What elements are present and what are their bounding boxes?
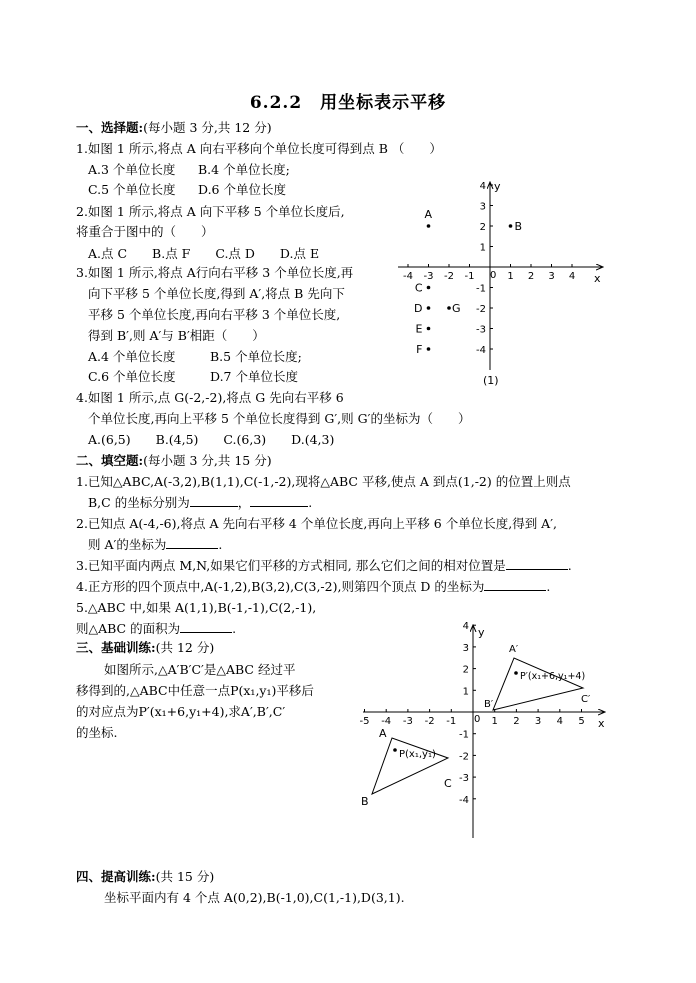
fill-q4-text: 4.正方形的四个顶点中,A(-1,2),B(3,2),C(3,-2),则第四个顶点 D 的坐标为 (76, 579, 485, 594)
section1-heading: 一、选择题: (76, 120, 144, 135)
q4-line2: 个单位长度,再向上平移 5 个单位长度得到 G′,则 G′的坐标为（ ） (88, 411, 471, 426)
vertex-a-label: A (379, 727, 387, 740)
fill-q2-line2 (88, 536, 222, 554)
point-a (427, 224, 431, 228)
point-c (427, 286, 431, 290)
q4-options: A.(6,5) B.(4,5) C.(6,3) D.(4,3) (88, 432, 335, 447)
point-f-label: F (416, 343, 423, 356)
section4-note: (共 15 分) (155, 869, 215, 884)
fill-q5-line1: 5.△ABC 中,如果 A(1,1),B(-1,-1),C(2,-1), (76, 600, 317, 615)
x-tick-label: -1 (446, 716, 457, 727)
fill-q1-line1: 1.已知△ABC,A(-3,2),B(1,1),C(-1,-2),现将△ABC 平移,使点 A 到点(1,-2) 的位置上则点 (76, 474, 571, 489)
x-axis-label: x (594, 272, 601, 285)
x-tick-label: -2 (444, 271, 454, 282)
point-p-prime-label: P′(x₁+6,y₁+4) (520, 671, 586, 682)
end-period: . (567, 558, 572, 573)
q1-option-a: A.3 个单位长度 (88, 162, 176, 177)
s3-line3: 的对应点为P′(x₁+6,y₁+4),求A′,B′,C′ (76, 704, 286, 719)
q1-option-b: B.4 个单位长度; (198, 162, 290, 177)
s3-line1: 如图所示,△A′B′C′是△ABC 经过平 (104, 662, 296, 677)
point-p-label: P(x₁,y₁) (399, 749, 436, 760)
q1-stem: 1.如图 1 所示,将点 A 向右平移向个单位长度可得到点 B （ ） (76, 141, 442, 156)
y-tick-label: 4 (462, 622, 469, 633)
q3-line4: 得到 B′,则 A′与 B′相距（ ） (88, 328, 265, 343)
fill-q1-text: B,C 的坐标分别为 (88, 495, 190, 510)
answer-blank[interactable] (506, 557, 568, 570)
triangle-a-prime-b-prime-c-prime (493, 658, 586, 710)
q3-line2: 向下平移 5 个单位长度,得到 A′,将点 B 先向下 (88, 286, 345, 301)
q3-option-a: A.4 个单位长度 (88, 349, 176, 364)
q2-stem-line2: 将重合于图中的（ ） (76, 224, 214, 239)
y-tick-label: -4 (459, 794, 469, 806)
end-period: . (218, 537, 223, 552)
vertex-a-prime-label: A′ (509, 644, 519, 655)
y-tick-label: 3 (462, 642, 469, 654)
q3-option-c: C.6 个单位长度 (88, 369, 176, 384)
y-axis-label: y (494, 180, 501, 193)
x-tick-label: -3 (402, 716, 413, 727)
vertex-c-label: C (444, 777, 452, 790)
q3-option-d: D.7 个单位长度 (210, 369, 298, 384)
y-tick-label: -1 (459, 729, 469, 741)
s3-line4: 的坐标. (76, 725, 118, 740)
section2-note: (每小题 3 分,共 15 分) (143, 453, 272, 468)
x-tick-label: 1 (491, 716, 498, 727)
separator-comma: ， (237, 495, 251, 510)
fill-q5-text: 则△ABC 的面积为 (76, 621, 181, 636)
y-tick-label: 1 (479, 242, 486, 254)
section2-heading: 二、填空题: (76, 453, 144, 468)
y-tick-label: 2 (462, 664, 469, 676)
x-tick-label: -2 (424, 716, 435, 727)
figure-1-caption: (1) (483, 374, 499, 387)
answer-blank[interactable] (180, 620, 232, 633)
point-e (427, 327, 431, 331)
s4-line1: 坐标平面内有 4 个点 A(0,2),B(-1,0),C(1,-1),D(3,1). (104, 890, 405, 905)
x-tick-label: 3 (534, 716, 542, 727)
x-tick-label: -4 (381, 716, 392, 727)
fill-q3 (76, 557, 572, 575)
point-e-label: E (415, 322, 423, 336)
fill-q3-text: 3.已知平面内两点 M,N,如果它们平移的方式相同, 那么它们之间的相对位置是 (76, 558, 506, 573)
x-tick-label: 2 (513, 716, 520, 727)
point-p-prime (514, 671, 518, 675)
point-p (393, 748, 397, 752)
x-tick-label: -1 (464, 271, 475, 282)
point-f (427, 347, 431, 351)
fill-q1-line2 (88, 494, 312, 512)
end-period: . (232, 621, 237, 636)
q1-option-d: D.6 个单位长度 (198, 182, 286, 197)
point-d-label: D (414, 302, 423, 315)
y-tick-label: -4 (476, 345, 486, 356)
answer-blank[interactable] (484, 578, 546, 591)
y-tick-label: 1 (462, 686, 469, 698)
answer-blank[interactable] (190, 494, 238, 507)
answer-blank[interactable] (250, 494, 308, 507)
q3-option-b: B.5 个单位长度; (210, 349, 302, 364)
vertex-c-prime-label: C′ (581, 694, 591, 705)
q2-stem-line1: 2.如图 1 所示,将点 A 向下平移 5 个单位长度后, (76, 204, 345, 219)
figure-2-translation-diagram (358, 622, 608, 844)
x-tick-label: -4 (403, 271, 413, 282)
fill-q5-line2 (76, 620, 236, 638)
x-tick-label: 1 (507, 271, 514, 282)
x-tick-label: 3 (548, 271, 555, 282)
x-tick-label: 2 (527, 271, 535, 282)
triangle-abc (372, 738, 448, 794)
vertex-b-label: B (361, 795, 369, 808)
section2-header (76, 452, 272, 470)
x-tick-label: 5 (578, 716, 585, 727)
point-b (509, 224, 513, 228)
section3-heading: 三、基础训练: (76, 640, 156, 655)
x-tick-label: 4 (556, 716, 563, 727)
point-c-label: C (414, 281, 423, 295)
y-tick-label: 2 (479, 222, 486, 233)
q3-line3: 平移 5 个单位长度,再向右平移 3 个单位长度, (88, 307, 341, 322)
x-tick-label: 4 (568, 271, 576, 282)
y-tick-label: -1 (476, 283, 486, 295)
vertex-b-prime-label: B′ (484, 699, 494, 710)
origin-label: 0 (490, 270, 497, 281)
point-a-label: A (424, 208, 433, 221)
section1-note: (每小题 3 分,共 12 分) (143, 120, 272, 135)
section3-header (76, 639, 214, 657)
q1-option-c: C.5 个单位长度 (88, 182, 176, 197)
q4-line1: 4.如图 1 所示,点 G(-2,-2),将点 G 先向右平移 6 (76, 390, 344, 405)
end-period: . (308, 495, 313, 510)
point-d (427, 306, 431, 310)
y-tick-label: 4 (479, 181, 486, 192)
answer-blank[interactable] (166, 536, 218, 549)
y-tick-label: -2 (459, 751, 469, 763)
fill-q4 (76, 578, 550, 596)
y-axis-label: y (478, 626, 485, 639)
q2-options: A.点 C B.点 F C.点 D D.点 E (88, 246, 320, 261)
s3-line2: 移得到的,△ABC中任意一点P(x₁,y₁)平移后 (76, 683, 314, 698)
fill-q2-line1: 2.已知点 A(-4,-6),将点 A 先向右平移 4 个单位长度,再向上平移 6 个单位长度,得到 A′, (76, 516, 558, 531)
q3-line1: 3.如图 1 所示,将点 A行向右平移 3 个单位长度,再 (76, 265, 354, 280)
page-title: 6.2.2 用坐标表示平移 (249, 93, 447, 113)
y-tick-label: -3 (476, 324, 486, 336)
y-tick-label: -2 (476, 304, 486, 315)
figure-1-coordinate-plane (392, 178, 608, 390)
y-tick-label: -3 (459, 773, 469, 785)
origin-label: 0 (474, 714, 481, 725)
end-period: . (546, 579, 551, 594)
x-tick-label: -3 (423, 271, 434, 282)
section4-heading: 四、提高训练: (76, 869, 156, 884)
y-tick-label: 3 (479, 201, 486, 213)
point-g (447, 306, 451, 310)
section4-header (76, 868, 214, 886)
point-b-label: B (514, 220, 523, 233)
x-tick-label: -5 (359, 716, 370, 727)
section1-header (76, 119, 272, 137)
x-axis-label: x (598, 717, 605, 730)
section3-note: (共 12 分) (155, 640, 215, 655)
fill-q2-text: 则 A′的坐标为 (88, 537, 167, 552)
point-g-label: G (452, 302, 461, 315)
